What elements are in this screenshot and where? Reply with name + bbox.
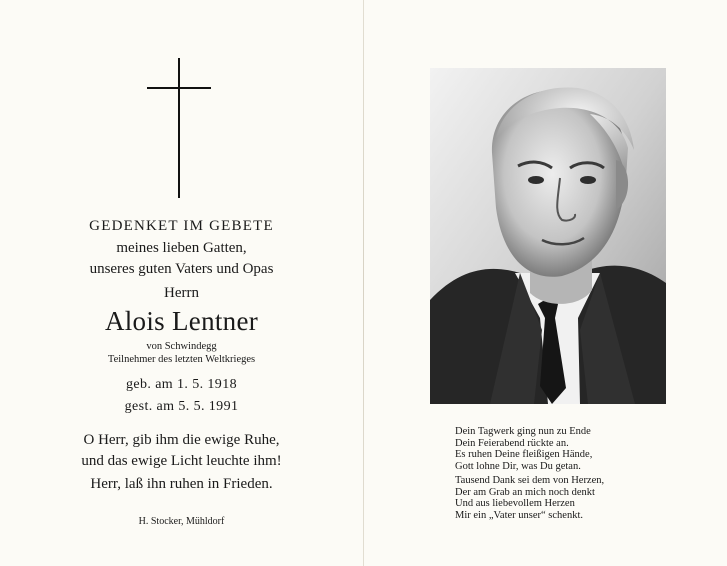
birth-date: geb. am 1. 5. 1918 bbox=[125, 377, 238, 392]
cross-icon bbox=[147, 58, 211, 198]
prayer-line-3: Herr, laß ihn ruhen in Frieden. bbox=[90, 476, 273, 492]
heading: GEDENKET IM GEBETE bbox=[89, 218, 274, 234]
prayer-line-2: und das ewige Licht leuchte ihm! bbox=[81, 453, 282, 469]
poem-stanza-2 bbox=[455, 475, 695, 521]
poem-line: Der am Grab an mich noch denkt bbox=[455, 486, 595, 498]
poem-stanza-1 bbox=[455, 426, 695, 472]
prayer-line-1: O Herr, gib ihm die ewige Ruhe, bbox=[83, 432, 280, 448]
death-date: gest. am 5. 5. 1991 bbox=[124, 399, 239, 414]
right-panel bbox=[364, 0, 727, 566]
role: Teilnehmer des letzten Weltkrieges bbox=[107, 354, 256, 365]
poem-line: Es ruhen Deine fleißigen Hände, bbox=[455, 449, 593, 461]
intro-line-1: meines lieben Gatten, bbox=[116, 240, 247, 256]
origin: von Schwindegg bbox=[146, 341, 217, 352]
poem-line: Dein Feierabend rückte an. bbox=[455, 437, 569, 449]
poem-line: Und aus liebevollem Herzen bbox=[455, 498, 575, 510]
salutation: Herrn bbox=[164, 285, 199, 301]
poem-line: Tausend Dank sei dem von Herzen, bbox=[455, 475, 605, 486]
poem-line: Mir ein „Vater unser“ schenkt. bbox=[455, 509, 583, 521]
left-panel bbox=[0, 0, 363, 566]
poem-line: Dein Tagwerk ging nun zu Ende bbox=[455, 426, 591, 437]
portrait-photo bbox=[430, 68, 666, 404]
printer-credit: H. Stocker, Mühldorf bbox=[138, 516, 225, 527]
deceased-name: Alois Lentner bbox=[104, 306, 259, 336]
poem-line: Gott lohne Dir, was Du getan. bbox=[455, 460, 581, 472]
intro-line-2: unseres guten Vaters und Opas bbox=[89, 261, 274, 277]
